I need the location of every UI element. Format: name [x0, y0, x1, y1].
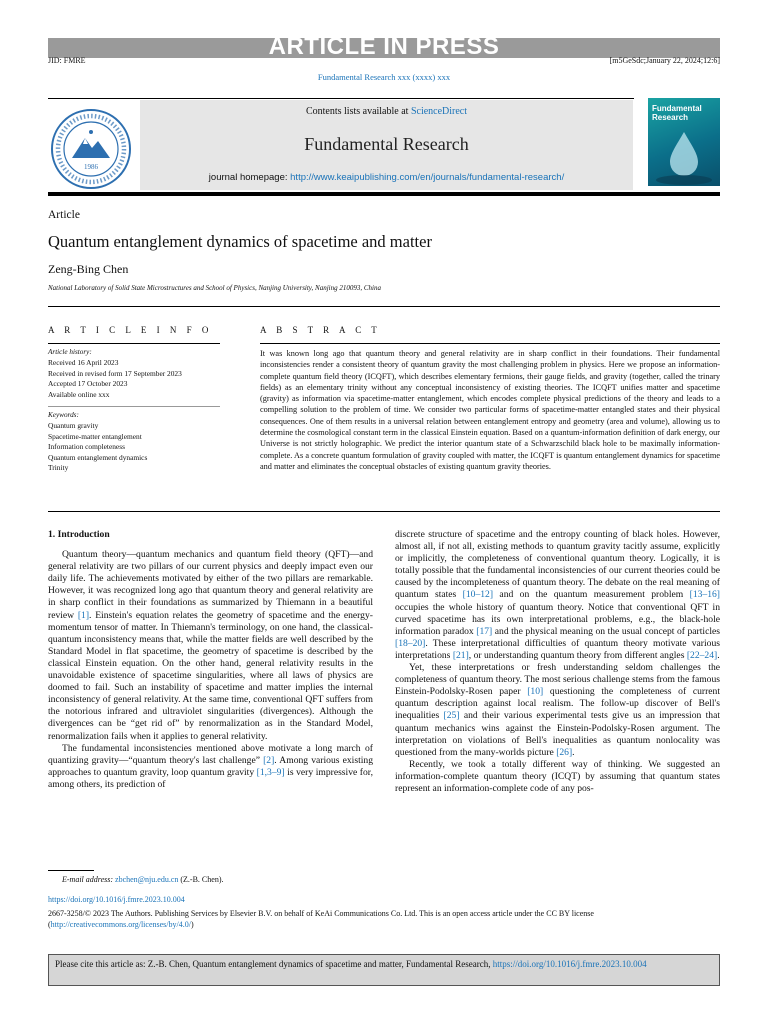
- history-label: Article history:: [48, 348, 92, 356]
- license-link[interactable]: http://creativecommons.org/licenses/by/4.0/: [50, 920, 191, 929]
- cover-title-line-2: Research: [652, 113, 689, 122]
- journal-name: Fundamental Research: [304, 134, 469, 154]
- abstract-bottom-rule: [48, 511, 720, 512]
- body-right-column: [395, 529, 720, 795]
- body-paragraph: Recently, we took a totally different way of thinking. We suggested an information-complete quantum theory (ICQT) by assuming that quantum states represent an information-complete code of any pos-: [395, 758, 720, 794]
- body-paragraph: The fundamental inconsistencies mentioned above motivate a long march of quantizing gravity—“quantum theory's last challenge” [2]. Among various existing approaches to quantum gravity, loop quantum gravity [1,3–9] is very impressive for, among others, its prediction of: [48, 742, 373, 790]
- footnote-rule: [48, 870, 94, 871]
- journal-homepage: [140, 172, 633, 183]
- author-affiliation: National Laboratory of Solid State Microstructures and School of Physics, Nanjing University, Nanjing 210093, China: [48, 284, 381, 292]
- article-title: Quantum entanglement dynamics of spacetime and matter: [48, 232, 432, 251]
- reference-link[interactable]: [26]: [556, 746, 573, 758]
- logo-year: 1986: [84, 163, 98, 171]
- reference-link[interactable]: [1]: [77, 609, 90, 621]
- section-heading-introduction: 1. Introduction: [48, 529, 110, 540]
- reference-link[interactable]: [21]: [452, 649, 469, 661]
- homepage-link[interactable]: http://www.keaipublishing.com/en/journals/fundamental-research/: [290, 172, 565, 183]
- reference-link[interactable]: [13–16]: [689, 589, 720, 601]
- doi-link[interactable]: https://doi.org/10.1016/j.fmre.2023.10.004: [48, 895, 185, 904]
- reference-link[interactable]: [17]: [476, 625, 493, 637]
- history-item: Accepted 17 October 2023: [48, 379, 128, 388]
- abstract-rule: [260, 343, 720, 344]
- abstract-heading: A B S T R A C T: [260, 325, 381, 335]
- masthead-top-rule: [48, 98, 634, 99]
- license-statement: 2667-3258/© 2023 The Authors. Publishing Services by Elsevier B.V. on behalf of KeAi Communications Co. Ltd. This is an open access article under the CC BY license (http://creativecommons.org/licenses/by/4.0/): [48, 909, 594, 929]
- build-stamp: [m5GeSdc;January 22, 2024;12:6]: [609, 56, 720, 65]
- body-paragraph: discrete structure of spacetime and the entropy counting of black holes. However, almost all, if not all, existing methods to quantum gravity tacitly assume, explicitly or implicitly, the completeness of conventional quantum theory. Logically, it is totally possible that the fundamental inconsistencies of our current theories could be caused by the incompleteness of quantum theory. The debate on the real meaning of quantum states [10–12] and on the quantum measurement problem [13–16] occupies the whole history of quantum theory. Notice that conventional QFT in curved spacetime has its own interpretational problems, e.g., the black-hole information paradox [17] and the physical meaning on the usual concept of particles [18–20]. These interpretational difficulties of quantum theory motivate various interpretations [21], or understanding quantum theory from different angles [22–24].: [395, 529, 720, 661]
- cover-title-line-1: Fundamental: [652, 104, 702, 113]
- author-name[interactable]: Zeng-Bing Chen: [48, 262, 129, 276]
- citation-box: [48, 954, 720, 986]
- history-item: Received in revised form 17 September 2023: [48, 368, 182, 378]
- keyword-item: Quantum entanglement dynamics: [48, 452, 148, 462]
- reference-link[interactable]: [22–24]: [686, 649, 718, 661]
- keyword-item: Quantum gravity: [48, 421, 99, 430]
- article-in-press-banner: ARTICLE IN PRESS: [268, 33, 500, 60]
- citation-text: Please cite this article as: Z.-B. Chen, Quantum entanglement dynamics of spacetime and matter, Fundamental Research,: [55, 959, 493, 969]
- abstract-text: It was known long ago that quantum theory and general relativity are in sharp conflict in their foundations. Their fundamental inconsistencies render a consistent theory of quantum gravity the most challenging problem in physics. Here we propose an information-complete quantum field theory (ICQFT), which describes elementary fermions, their gauge fields, and gravity (together, called the trinary fields) as an elementary trinity without any conceptual inconsistency of existing theories. The ICQFT unifies matter and spacetime (gravity) as information via spacetime-matter entanglement, which encodes complete physical predictions of the theory and leads to a compelling solution to the problem of time. We consider two particular forms of spacetime-matter entangled states and their physical consequences. One of them results in a universal relation between entanglement entropy and geometry (area and volume), allowing us to determine the cosmological constant term in the classical Einstein equation. Based on a quantum-information definition of dark energy, our Universe is not strictly holographic. We predict the interior quantum state of a Schwarzschild black hole to be maximally information-complete. As a concrete quantum formulation of gravity coupled with matter, the ICQFT is quantum entanglement dynamics for spacetime and matter and eliminates the conceptual obstacles of existing quantum gravity theories.: [260, 349, 720, 471]
- keywords-rule: [48, 406, 220, 407]
- email-label: E-mail address:: [62, 875, 116, 884]
- email-link[interactable]: zbchen@nju.edu.cn: [115, 875, 179, 884]
- article-info-rule: [48, 343, 220, 344]
- reference-link[interactable]: [10]: [527, 686, 544, 698]
- homepage-prefix: journal homepage:: [208, 172, 291, 183]
- body-paragraph: Yet, these interpretations or fresh understanding seldom challenges the completeness of quantum theory. The most serious challenge stems from the famous Einstein-Podolsky-Rosen paper [10] questioning the completeness of current quantum description against local realism. The follow-up discover of Bell's inequalities [25] and their various experimental tests give us an impression that quantum mechanics wins against the Einstein-Podolsky-Rosen argument. The interpretation on violations of Bell's inequalities as quantum nonlocality was questioned from the many-worlds picture [26].: [395, 662, 721, 758]
- citation-doi-link[interactable]: https://doi.org/10.1016/j.fmre.2023.10.004: [492, 959, 647, 969]
- keyword-item: Spacetime-matter entanglement: [48, 431, 142, 441]
- foundation-logo: [50, 108, 132, 190]
- reference-link[interactable]: [2]: [263, 754, 275, 766]
- body-left-column: [48, 529, 373, 791]
- history-list: [48, 358, 182, 400]
- journal-cover-image: [648, 98, 720, 186]
- contents-line: [140, 106, 633, 117]
- article-info-heading: A R T I C L E I N F O: [48, 325, 213, 335]
- keywords-label: Keywords:: [48, 411, 79, 419]
- reference-link[interactable]: [10–12]: [462, 589, 494, 601]
- history-item: Received 16 April 2023: [48, 358, 119, 367]
- contents-prefix: Contents lists available at: [305, 106, 411, 117]
- title-block-rule: [48, 306, 720, 307]
- journal-citation-line[interactable]: Fundamental Research xxx (xxxx) xxx: [317, 72, 451, 82]
- email-footnote: [62, 875, 223, 884]
- reference-link[interactable]: [25]: [443, 710, 460, 722]
- email-suffix: (Z.-B. Chen).: [178, 875, 224, 884]
- jid-label: JID: FMRE: [48, 56, 86, 65]
- keywords-list: [48, 421, 147, 474]
- sciencedirect-link[interactable]: ScienceDirect: [410, 106, 468, 117]
- body-paragraph: Quantum theory—quantum mechanics and quantum field theory (QFT)—and general relativity are two pillars of our current physics and deeply impact even our daily life. The achievements motivated by either of the two pillars are remarkable. However, it was recognized long ago that quantum theory and general relativity are in sharp conflict in their foundations as summarized by Thiemann in a beautiful review [1]. Einstein's equation relates the geometry of spacetime and the energy-momentum tensor of matter. In Thiemann's terminology, on one hand, the classical-quantum inconsistency means that, while the matter fields are well described by the Standard Model in flat spacetime, the geometry of spacetime is described by the classical Einstein equation. On the other hand, general relativity results in the unavoidable existence of spacetime singularities, where all laws of physics are doomed to fail. Such an instability of spacetime and matter implies the internal inconsistency of general relativity. At the same time, conventional QFT suffers from the notorious infrared and ultraviolet singularities (divergences). Although the divergences can be “get rid of” by renormalization as in the Standard Model, renormalization fails when it applies to general relativity.: [48, 549, 373, 742]
- reference-link[interactable]: [1,3–9]: [256, 766, 285, 778]
- keyword-item: Information completeness: [48, 442, 125, 451]
- reference-link[interactable]: [18–20]: [395, 637, 426, 649]
- keyword-item: Trinity: [48, 463, 69, 472]
- history-item: Available online xxx: [48, 389, 110, 399]
- article-type: Article: [48, 209, 80, 221]
- masthead-bottom-rule: [48, 192, 720, 196]
